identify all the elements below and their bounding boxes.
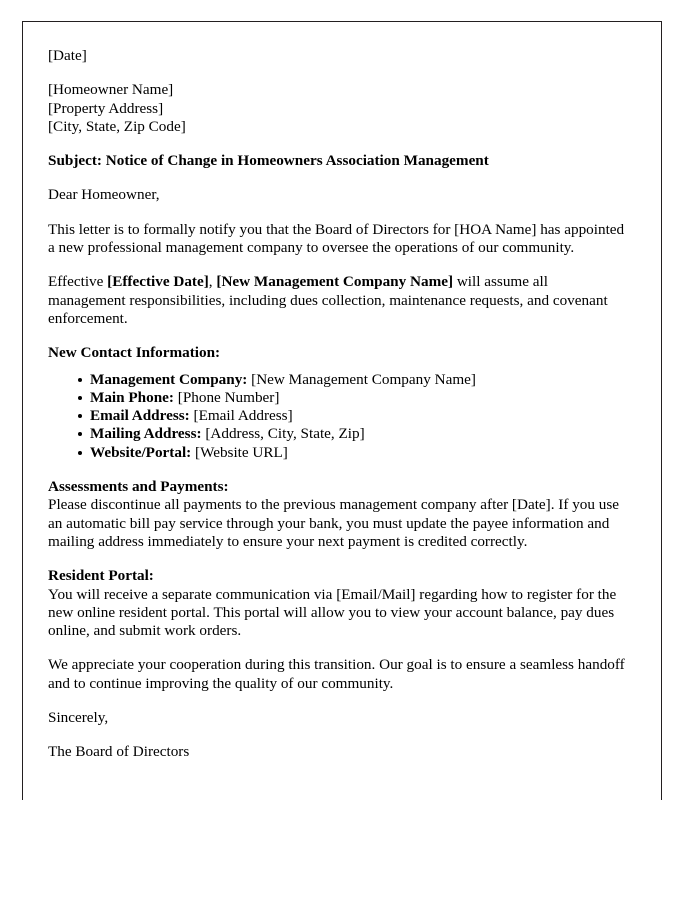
assessments-paragraph: Please discontinue all payments to the previous management company after [Date]. If you use an automatic bill pay service through your bank, you must update the payee information and mailing address immediately to ensure your next payment is credited correctly. — [48, 496, 620, 550]
recipient-city-state-zip: [City, State, Zip Code] — [48, 117, 186, 135]
signature-line: The Board of Directors — [48, 743, 190, 761]
letter-body — [48, 47, 628, 762]
list-item — [48, 371, 628, 389]
resident-portal-heading: Resident Portal: — [48, 567, 154, 585]
list-item — [48, 425, 628, 443]
effective-lead-text: Effective — [48, 273, 108, 291]
contact-item-label: Email Address: — [90, 407, 190, 425]
effective-separator: , — [208, 273, 217, 291]
recipient-address-block — [48, 81, 628, 136]
management-company-placeholder: [New Management Company Name] — [216, 273, 454, 291]
bullet-icon — [78, 451, 82, 455]
resident-portal-paragraph: You will receive a separate communication via [Email/Mail] regarding how to register for the new online resident portal. This portal will allow you to view your account balance, pay dues online, and submit work orders. — [48, 585, 617, 640]
intro-paragraph: This letter is to formally notify you that the Board of Directors for [HOA Name] has appointed a new professional management company to oversee the operations of our community. — [48, 220, 625, 257]
effective-date-placeholder: [Effective Date] — [107, 273, 209, 291]
recipient-street-address: [Property Address] — [48, 99, 164, 117]
list-item — [48, 389, 628, 407]
date-block — [48, 47, 628, 65]
contact-item-value: [Phone Number] — [177, 388, 280, 406]
sign-off: Sincerely, — [48, 709, 109, 727]
bullet-icon — [78, 432, 82, 436]
contact-item-label: Mailing Address: — [90, 425, 202, 443]
contact-item-label: Website/Portal: — [90, 443, 192, 461]
contact-item-label: Main Phone: — [90, 388, 174, 406]
recipient-name: [Homeowner Name] — [48, 81, 174, 99]
contact-item-value: [Email Address] — [193, 407, 293, 425]
salutation: Dear Homeowner, — [48, 186, 160, 204]
effective-date-paragraph — [48, 273, 628, 328]
bullet-icon — [78, 414, 82, 418]
contact-item-value: [Address, City, State, Zip] — [205, 425, 365, 443]
list-item — [48, 407, 628, 425]
contact-item-label: Management Company: — [90, 370, 248, 388]
contact-item-value: [New Management Company Name] — [251, 370, 476, 388]
subject-line: Subject: Notice of Change in Homeowners Association Management — [48, 152, 489, 170]
date-placeholder: [Date] — [48, 47, 87, 64]
contact-item-value: [Website URL] — [195, 443, 288, 461]
bullet-icon — [78, 396, 82, 400]
closing-paragraph: We appreciate your cooperation during this transition. Our goal is to ensure a seamless handoff and to continue improving the quality of our community. — [48, 656, 625, 692]
contact-information-heading: New Contact Information: — [48, 344, 221, 362]
contact-information-list — [48, 371, 628, 462]
bullet-icon — [78, 378, 82, 382]
effective-tail-text: will assume all management responsibilities, including dues collection, maintenance requests, and covenant enforcement. — [48, 273, 608, 327]
list-item — [48, 444, 628, 462]
assessments-heading: Assessments and Payments: — [48, 478, 229, 496]
